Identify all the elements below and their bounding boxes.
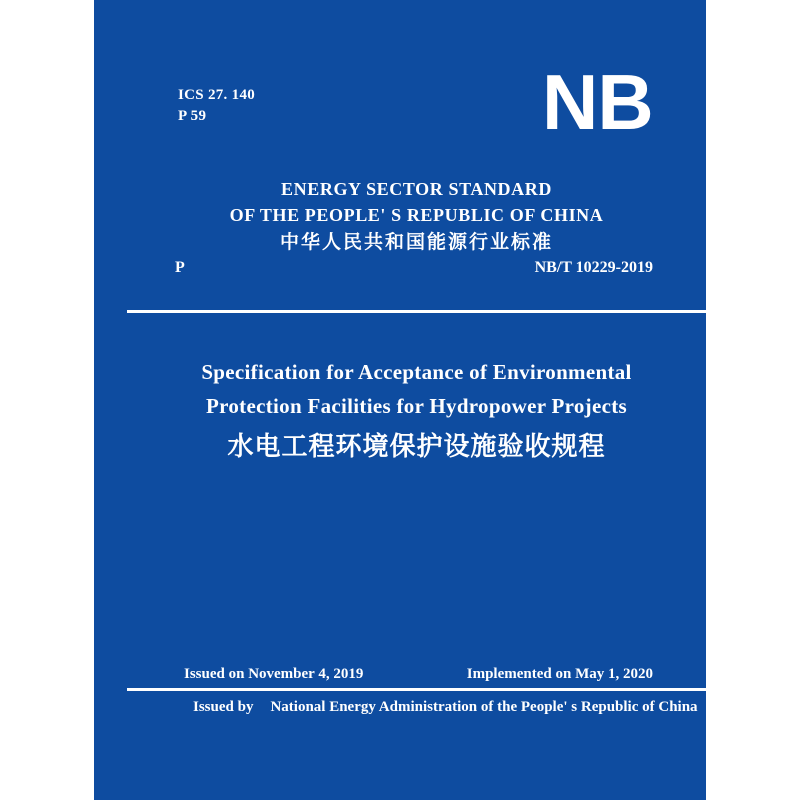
- title-block: [127, 355, 706, 463]
- standard-name-block: [127, 176, 706, 255]
- standard-name-zh: 中华人民共和国能源行业标准: [279, 232, 553, 253]
- issued-date: Issued on November 4, 2019: [184, 666, 364, 682]
- nb-logo: NB: [542, 58, 653, 146]
- doc-class-letter: P: [175, 259, 185, 276]
- title-en-line2: Protection Facilities for Hydropower Projects: [206, 394, 627, 418]
- divider-line-bottom: [127, 688, 706, 691]
- standard-name-en-line1: ENERGY SECTOR STANDARD: [281, 179, 552, 199]
- title-en-line1: Specification for Acceptance of Environmental: [201, 360, 632, 384]
- ics-code: ICS 27. 140: [178, 87, 256, 103]
- code-row: [127, 259, 706, 277]
- classification-code: P 59: [178, 108, 207, 124]
- divider-line-top: [127, 310, 706, 313]
- implemented-date: Implemented on May 1, 2020: [466, 666, 653, 682]
- dates-row: [127, 666, 706, 683]
- ics-classification-block: [178, 85, 255, 127]
- standard-cover: [94, 0, 706, 800]
- issuer-name: National Energy Administration of the People' s Republic of China: [270, 699, 698, 715]
- title-zh: 水电工程环境保护设施验收规程: [227, 432, 606, 461]
- standard-number: NB/T 10229-2019: [534, 259, 653, 276]
- issued-by-label: Issued by: [193, 699, 254, 715]
- standard-name-en-line2: OF THE PEOPLE' S REPUBLIC OF CHINA: [229, 205, 604, 225]
- issuer-row: [127, 699, 706, 716]
